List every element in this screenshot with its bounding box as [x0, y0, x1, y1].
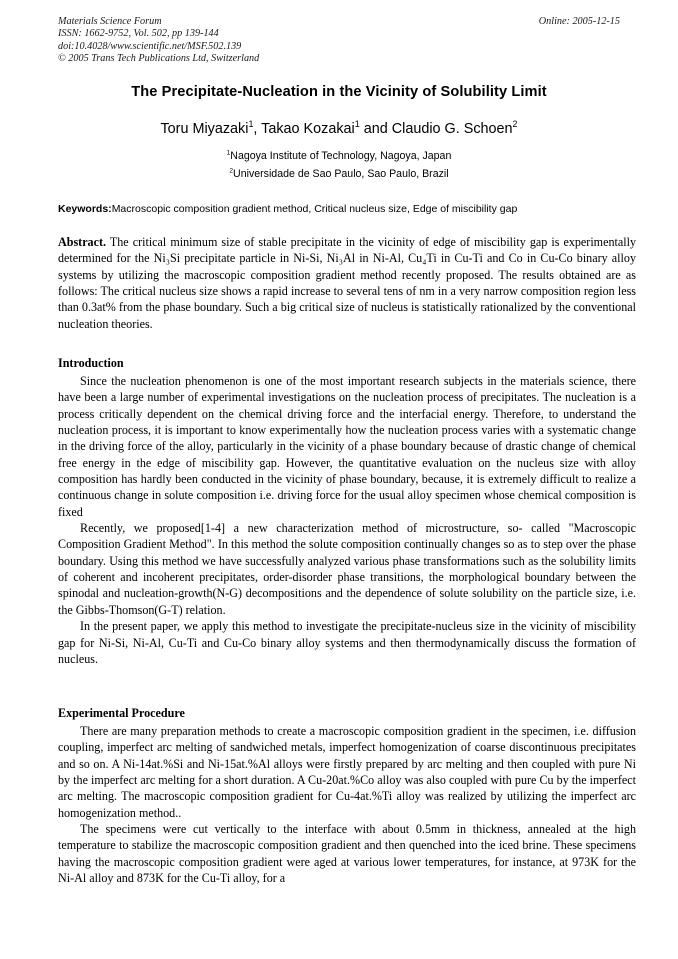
paragraph: Since the nucleation phenomenon is one of the most important research subjects in the materials science, there have been a large number of experimental investigations on the nucleation process of precipitates. The nucleation is a process critically dependent on the chemical driving force and the interfacial energy. Therefore, to understand the nucleation process, it is important to know experimentally how the nucleation process varies with a systematic change in the driving force of the alloy, particularly in the vicinity of a phase boundary because of drastic change of chemical free energy in the edge of miscibility gap. However, the quantitative evaluation on the nucleus size with alloy composition has hardly been conducted in the vicinity of phase boundary, because, it is extremely difficult to realize a continuous change in solute composition i.e. driving force for the usual alloy specimen whose chemical composition is fixed: [58, 374, 636, 519]
affiliation-text: Universidade de Sao Paulo, Sao Paulo, Brazil: [233, 168, 449, 180]
keywords-label: Keywords:: [58, 203, 112, 215]
affiliation-2: [58, 168, 620, 180]
paragraph: There are many preparation methods to create a macroscopic composition gradient in the specimen, i.e. diffusion coupling, imperfect arc melting of sandwiched metals, imperfect homogenization of coarse discontinuous precipitates and so on. A Ni-14at.%Si and Ni-15at.%Al alloys were firstly prepared by arc melting and then coupled with pure Ni by the imperfect arc melting for a short duration. A Cu-20at.%Co alloy was also coupled with pure Cu by the imperfect arc melting. The macroscopic composition gradient for Cu-4at.%Ti alloy was realized by utilizing the imperfect arc homogenization method..: [58, 724, 636, 820]
paragraph: The specimens were cut vertically to the interface with about 0.5mm in thickness, annealed at the high temperature to stabilize the macroscopic composition gradient and then quenched into the iced brine. These specimens having the macroscopic composition gradient were aged at various lower temperatures, for instance, at 973K for the Ni-Al alloy and 873K for the Cu-Ti alloy, for a: [58, 822, 636, 886]
section-heading-experimental-procedure: Experimental Procedure: [58, 706, 185, 720]
journal-doi-line: doi:10.4028/www.scientific.net/MSF.502.139: [58, 40, 242, 52]
journal-name: Materials Science Forum: [58, 16, 162, 27]
author-name: Toru Miyazaki: [160, 121, 249, 137]
author-entry: [392, 121, 518, 137]
author-affiliation-marker: 2: [512, 119, 518, 130]
section-heading-introduction: Introduction: [58, 356, 124, 370]
author-affiliation-marker: 1: [248, 119, 254, 130]
author-list: [58, 121, 620, 137]
journal-issn-line: ISSN: 1662-9752, Vol. 502, pp 139-144: [58, 28, 219, 40]
author-name: Takao Kozakai: [261, 121, 355, 137]
keywords-text: Macroscopic composition gradient method, Critical nucleus size, Edge of miscibility gap: [111, 203, 518, 215]
affiliation-marker: 1: [226, 149, 231, 157]
paper-title: The Precipitate-Nucleation in the Vicinity of Solubility Limit: [131, 84, 547, 100]
journal-header-top-row: [58, 16, 620, 28]
author-entry: [160, 121, 261, 137]
online-date: Online: 2005-12-15: [538, 16, 620, 27]
affiliation-text: Nagoya Institute of Technology, Nagoya, Japan: [230, 150, 452, 162]
author-entry: [261, 121, 392, 137]
author-affiliation-marker: 1: [354, 119, 360, 130]
section-body-experimental-procedure: [58, 723, 636, 886]
author-separator: and: [359, 121, 392, 137]
author-name: Claudio G. Schoen: [391, 121, 513, 137]
paragraph: In the present paper, we apply this method to investigate the precipitate-nucleus size in the vicinity of miscibility gap for Ni-Si, Ni-Al, Cu-Ti and Cu-Co binary alloy systems and then thermodynamically discuss the formation of nucleus.: [58, 619, 636, 666]
journal-copyright-line: © 2005 Trans Tech Publications Ltd, Switzerland: [58, 53, 260, 65]
abstract-block: [58, 234, 636, 332]
author-separator: ,: [253, 121, 262, 137]
section-body-introduction: [58, 373, 636, 667]
keywords-line: [58, 203, 628, 215]
abstract-label: Abstract.: [58, 235, 107, 249]
affiliation-1: [58, 150, 620, 162]
journal-header: [58, 16, 620, 66]
abstract-paragraph: [58, 234, 636, 332]
paragraph: Recently, we proposed[1-4] a new characterization method of microstructure, so- called "Macroscopic Composition Gradient Method". In this method the solute composition continually changes so as to step over the phase boundary. Using this method we have successfully analyzed various phase transformations such as the solubility limits of coherent and incoherent precipitates, order-disorder phase transitions, the morphological boundary between the spinodal and nucleation-growth(N-G) decompositions and the dependence of solute solubility on the particle size, i.e. the Gibbs-Thomson(G-T) relation.: [58, 521, 636, 617]
abstract-text: The critical minimum size of stable precipitate in the vicinity of edge of miscibility gap is experimentally determined for the Ni₃Si precipitate particle in Ni-Si, Ni₃Al in Ni-Al, Cu₄Ti in Cu-Ti and Co in Cu-Co binary alloy systems by utilizing the macroscopic composition gradient method recently proposed. The results obtained are as follows: The critical nucleus size shows a rapid increase to several tens of nm in a very narrow composition region less than 0.3at% from the phase boundary. Such a big critical size of nucleus is statistically rationalized by the conventional nucleation theories.: [58, 235, 636, 331]
affiliation-marker: 2: [229, 167, 234, 175]
